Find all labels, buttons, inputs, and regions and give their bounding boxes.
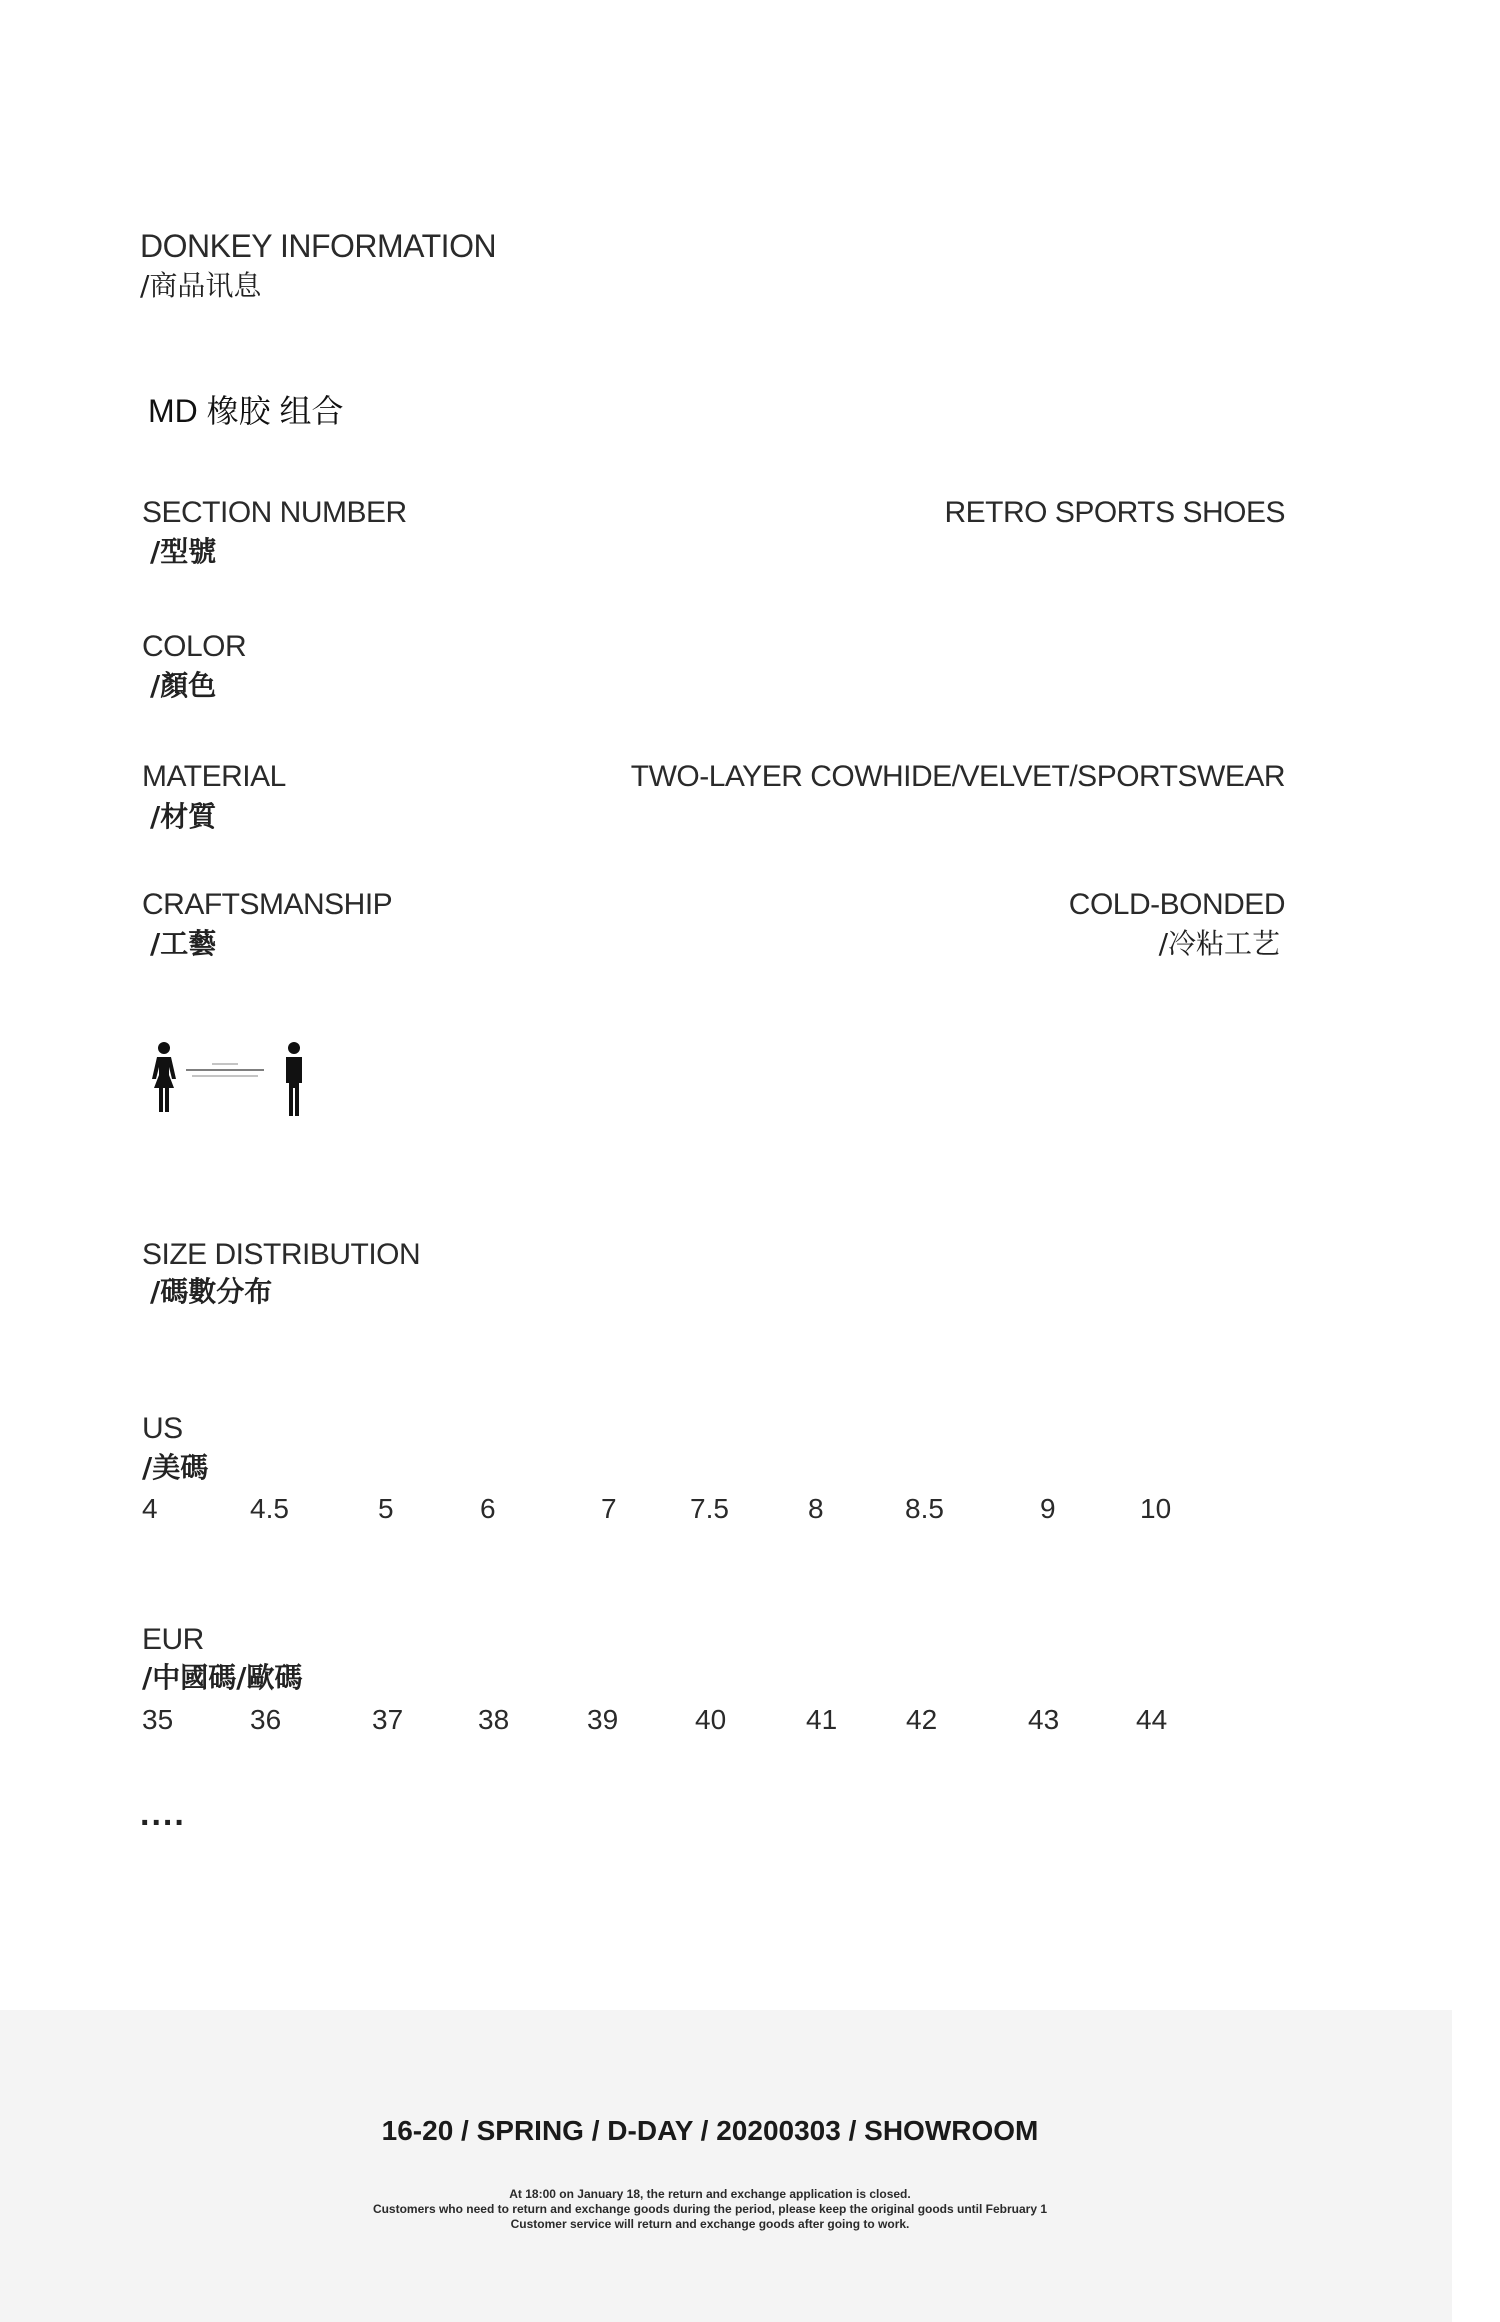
- male-icon: [286, 1042, 302, 1116]
- return-note-line: Customer service will return and exchange goods after going to work.: [510, 2217, 910, 2231]
- eur-size-value: 43: [1028, 1704, 1060, 1735]
- season-line: 16-20 / SPRING / D-DAY / 20200303 / SHOWROOM: [381, 2115, 1039, 2146]
- page-title-zh: /商品讯息: [140, 269, 262, 302]
- eur-size-label: EUR: [142, 1623, 204, 1656]
- eur-size-value: 44: [1136, 1704, 1168, 1735]
- us-size-value: 9: [1040, 1493, 1056, 1524]
- eur-size-label-zh: /中國碼/歐碼: [142, 1661, 303, 1694]
- eur-size-value: 35: [142, 1704, 174, 1735]
- spec-color-label-zh: /顏色: [150, 669, 217, 702]
- female-icon: [152, 1042, 176, 1112]
- spec-material-label: MATERIAL: [142, 760, 286, 793]
- spec-section-number-value: RETRO SPORTS SHOES: [944, 496, 1285, 529]
- product-name: MD 橡胶 组合: [148, 393, 344, 429]
- us-size-value: 10: [1140, 1493, 1172, 1524]
- eur-size-value: 36: [250, 1704, 282, 1735]
- spec-craftsmanship-value-zh: /冷粘工艺: [1158, 927, 1280, 960]
- spec-craftsmanship-label-zh: /工藝: [150, 927, 217, 960]
- eur-size-value: 42: [906, 1704, 938, 1735]
- eur-size-value: 40: [695, 1704, 727, 1735]
- size-distribution-title: SIZE DISTRIBUTION: [142, 1238, 421, 1271]
- eur-size-value: 41: [806, 1704, 838, 1735]
- us-size-label-zh: /美碼: [142, 1451, 209, 1484]
- page-title: DONKEY INFORMATION: [140, 228, 497, 264]
- us-size-value: 8: [808, 1493, 824, 1524]
- eur-size-value: 39: [587, 1704, 619, 1735]
- spec-section-number-label-zh: /型號: [150, 535, 217, 568]
- spec-color-label: COLOR: [142, 630, 247, 663]
- more-sizes-ellipsis: ....: [140, 1795, 186, 1833]
- us-size-value: 6: [480, 1493, 496, 1524]
- spec-craftsmanship-value: COLD-BONDED: [1068, 888, 1285, 921]
- us-size-value: 7: [601, 1493, 617, 1524]
- spec-craftsmanship-label: CRAFTSMANSHIP: [142, 888, 393, 921]
- us-size-value: 4: [142, 1493, 158, 1524]
- footer-band: [0, 2010, 1452, 2322]
- us-size-value: 4.5: [250, 1493, 289, 1524]
- eur-size-value: 38: [478, 1704, 510, 1735]
- size-distribution-title-zh: /碼數分布: [150, 1275, 273, 1308]
- return-note-line: At 18:00 on January 18, the return and exchange application is closed.: [509, 2187, 911, 2201]
- gender-icons: [146, 1040, 316, 1120]
- spec-material-label-zh: /材質: [150, 800, 217, 833]
- eur-size-value: 37: [372, 1704, 404, 1735]
- us-size-value: 5: [378, 1493, 394, 1524]
- spec-section-number-label: SECTION NUMBER: [142, 496, 407, 529]
- spec-material-value: TWO-LAYER COWHIDE/VELVET/SPORTSWEAR: [630, 760, 1285, 793]
- us-size-value: 7.5: [690, 1493, 729, 1524]
- us-size-value: 8.5: [905, 1493, 944, 1524]
- us-size-label: US: [142, 1412, 183, 1445]
- return-note-line: Customers who need to return and exchange goods during the period, please keep the original goods until February 1: [372, 2202, 1048, 2216]
